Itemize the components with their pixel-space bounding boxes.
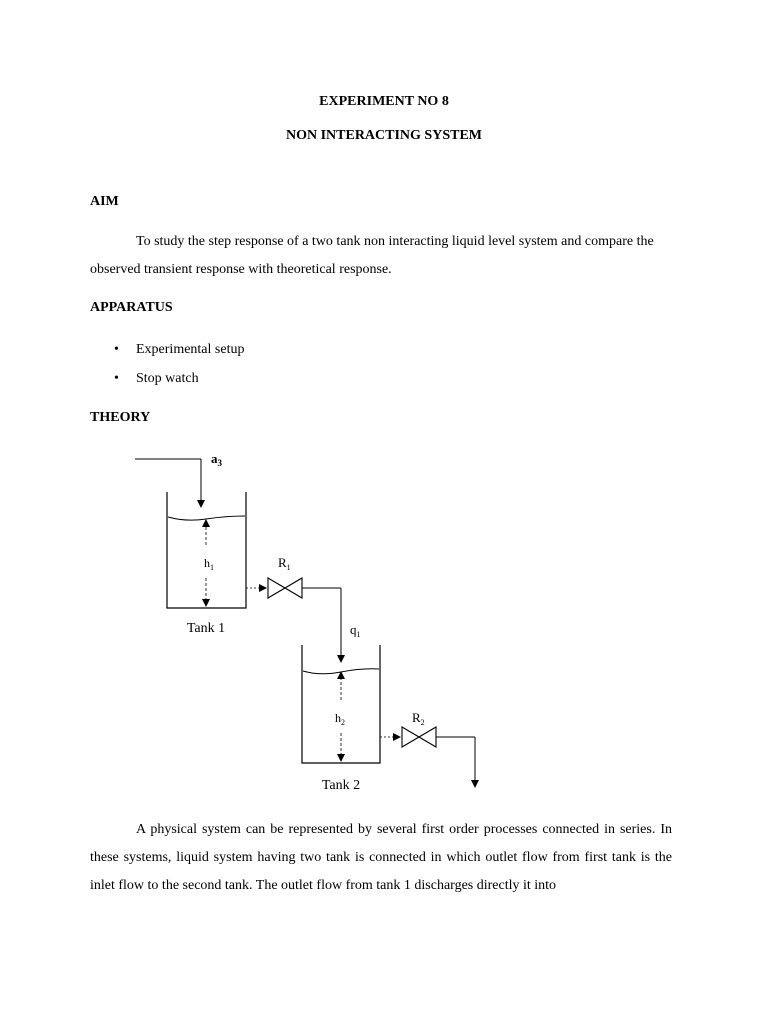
valve-r2-icon <box>402 727 436 747</box>
system-title: NON INTERACTING SYSTEM <box>285 128 483 143</box>
aim-text: To study the step response of a two tank non interacting liquid level system and compare the observed transient response with theoretical response. <box>90 234 654 277</box>
tank-1 <box>167 492 246 608</box>
aim-heading: AIM <box>90 194 119 209</box>
inlet-label: $a_3$ <box>211 451 222 468</box>
apparatus-heading: APPARATUS <box>90 300 173 315</box>
theory-paragraph: A physical system can be represented by several first order processes connected in series. In these systems, liquid system having two tank is connected in which outlet flow from first tank is the inlet flow to the second tank. The outlet flow from tank 1 discharges directly it into <box>90 822 672 893</box>
tank-2-level-label: $h_2$ <box>335 711 345 727</box>
apparatus-item-label: Stop watch <box>136 371 199 386</box>
valve-r1-icon <box>268 578 302 598</box>
valve-r1-label: $R_1$ <box>278 555 291 572</box>
theory-heading: THEORY <box>90 410 151 425</box>
bullet-icon: • <box>114 371 119 386</box>
experiment-title: EXPERIMENT NO 8 <box>319 94 449 109</box>
tank-1-caption: Tank 1 <box>186 621 226 636</box>
tank-1-level-label: $h_1$ <box>204 556 214 572</box>
valve-r2-label: $R_2$ <box>412 710 425 727</box>
flow-label: $q_1$ <box>350 622 361 639</box>
tank-2-caption: Tank 2 <box>321 778 361 793</box>
inlet-pipe <box>135 459 201 507</box>
apparatus-item-label: Experimental setup <box>136 342 245 357</box>
discharge-pipe <box>436 737 475 787</box>
bullet-icon: • <box>114 342 119 357</box>
connecting-pipe <box>302 588 341 662</box>
